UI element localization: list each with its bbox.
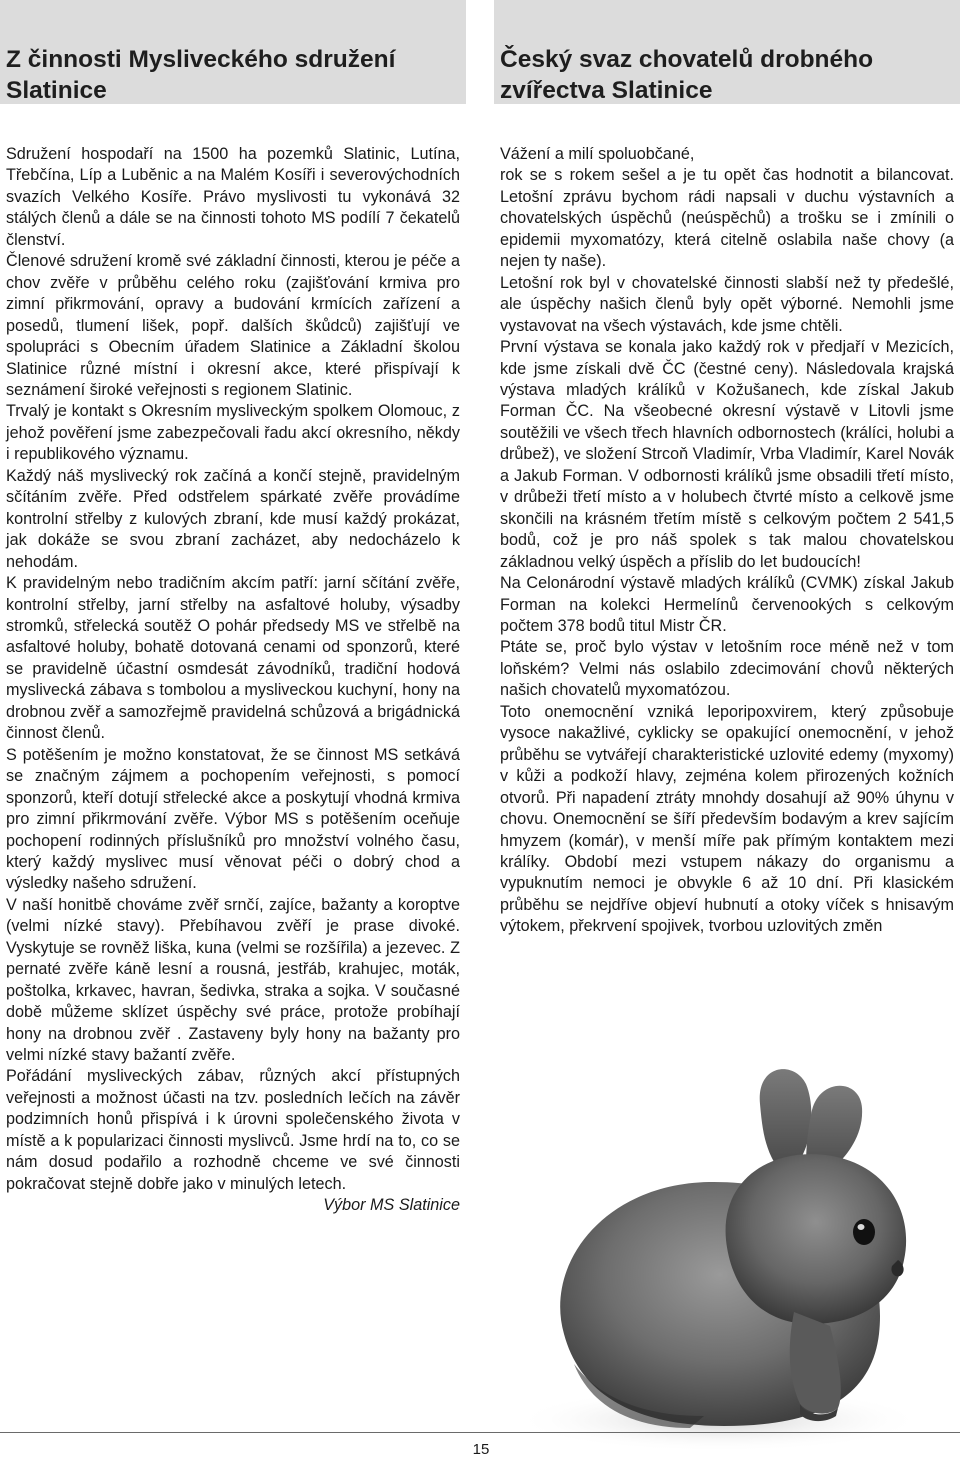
- paragraph: Letošní rok byl v chovatelské činnosti slabší než ty předešlé, ale úspěchy našich členů byly opět výborné. Nemohli jsme vystavovat na všech výstavách, kde jsme chtěli.: [500, 273, 954, 335]
- paragraph: Sdružení hospodaří na 1500 ha pozemků Slatinic, Lutína, Třebčína, Líp a Luběnic a na Malém Kosíři i severovýchodních svazích Velkého Kosíře. Právo myslivosti tu vykonává 32 stálých členů a dále se na činnosti tohoto MS podílí 7 čekatelů členství.: [6, 145, 460, 249]
- paragraph: Vážení a milí spoluobčané,: [500, 145, 695, 163]
- right-article-body: [494, 144, 960, 938]
- paragraph: S potěšením je možno konstatovat, že se činnost MS setkává se značným zájmem a pochopením veřejnosti, s pomocí sponzorů, kteří dotují střelecké akce a poskytují vhodná krmiva pro zimní přikrmování zvěře. Výbor MS s potěšením oceňuje pochopení rodinných příslušníků pro množství volného času, který každý myslivec musí věnovat péči o dobrý chod a výsledky našeho sdružení.: [6, 745, 460, 893]
- rabbit-photo: [494, 1064, 960, 1459]
- article-signature: Výbor MS Slatinice: [323, 1196, 460, 1215]
- page-number: 15: [472, 1441, 490, 1458]
- paragraph: První výstava se konala jako každý rok v předjaří v Mezicích, kde jsme získali dvě ČC (čestné ceny). Následovala krajská výstava mladých králíků v Kožušanech, kde získal Jakub Forman ČC. Na všeobecné okresní výstavě v Litovli jsme soutěžili ve všech třech hlavních odbornostech (králíci, holubi a drůbež), ve složení Strcoň Vladimír, Vrba Vladimír, Karel Novák a Jakub Forman. V odbornosti králíků jsme obsadili třetí místo, v drůbeži třetí místo a v holubech čtvrté místo a celkově jsme skončili na krásném třetím místě s celkovým počtem 2 541,5 bodů, což je pro náš spolek s tak malou chovatelskou základnou velký úspěch a příslib do let budoucích!: [500, 338, 954, 571]
- left-article: [0, 0, 466, 1217]
- right-heading-box: [494, 0, 960, 104]
- paragraph: rok se s rokem sešel a je tu opět čas hodnotit a bilancovat. Letošní zprávu bychom rádi napsali v duchu výstavních a chovatelských úspěchů (neúspěchů) a trošku se i zmínili o epidemii myxomatózy, která citelně oslabila naše chovy (a nejen ty naše).: [500, 166, 954, 271]
- right-article-title: Český svaz chovatelů drobného zvířectva Slatinice: [500, 46, 874, 104]
- paragraph: Členové sdružení kromě své základní činnosti, kterou je péče a chov zvěře v průběhu celého roku (zajišťování krmiva pro zimní přikrmování, opravy a budování krmících zařízení a posedů, tlumení lišek, popř. dalších škůdců) zajišťují ve spolupráci s Obecním úřadem Slatinice a Základní školou Slatinice různé místní i okresní akce, které přispívají k seznámení široké veřejnosti s regionem Slatinic.: [6, 252, 460, 399]
- paragraph: K pravidelným nebo tradičním akcím patří: jarní sčítání zvěře, kontrolní střelby, jarní střelby na asfaltové holuby, výsadby stromků, střelecká soutěž O pohár předsedy MS ve střelbě na asfaltové holuby, bohatě dotovaná cenami od sponzorů, které se pravidelně účastní osmdesát závodníků, tradiční hodová myslivecká zábava s tombolou a mysliveckou kuchyní, hony na drobnou zvěř a samozřejmě pravidelná schůzová a brigádnická činnost členů.: [6, 574, 460, 743]
- rabbit-illustration: [494, 1064, 960, 1459]
- paragraph: Trvalý je kontakt s Okresním mysliveckým spolkem Olomouc, z jehož pověření jsme zabezpečovali řadu akcí okresního, někdy i republikového významu.: [6, 402, 460, 464]
- left-heading-box: [0, 0, 466, 104]
- right-article: [494, 0, 960, 938]
- paragraph: Na Celonárodní výstavě mladých králíků (CVMK) získal Jakub Forman na kolekci Hermelínů červenookých s celkovým počtem 378 bodů titul Mistr ČR.: [500, 574, 954, 635]
- left-article-title: Z činnosti Mysliveckého sdružení Slatinice: [6, 46, 396, 104]
- paragraph: Každý náš myslivecký rok začíná a končí stejně, pravidelným sčítáním zvěře. Před odstřelem spárkaté zvěře provádíme kontrolní střelby z kulových zbraní, kde musí každý prokázat, jak dokáže se svou zbraní zacházet, aby nedocházelo k nehodám.: [6, 466, 460, 571]
- paragraph: V naší honitbě chováme zvěř srnčí, zajíce, bažanty a koroptve (velmi nízké stavy). Přebíhavou zvěří je prase divoké. Vyskytuje se rovněž liška, kuna (velmi se rozšířila) a jezevec. Z pernaté zvěře káně lesní a rousná, jestřáb, krahujec, moták, poštolka, krkavec, havran, šedivka, straka a sojka. V současné době můžeme sklízet úspěchy své práce, protože probíhají hony na drobnou zvěř . Zastaveny byly hony na bažanty pro velmi nízké stavy bažantí zvěře.: [6, 895, 460, 1065]
- paragraph: Pořádání mysliveckých zábav, různých akcí přístupných veřejnosti a možnost účasti na tzv. posledních lečích na závěr podzimních honů přispívá i k úrovni společenského života v místě a k popularizaci činnosti myslivců. Jsme hrdí na to, co se nám dosud podařilo a rozhodně chceme ve své činnosti pokračovat stejně dobře jako v minulých letech.: [6, 1067, 460, 1193]
- page-rule: [0, 1432, 960, 1433]
- paragraph: Ptáte se, proč bylo výstav v letošním roce méně než v tom loňském? Velmi nás oslabilo zdecimování chovů některých našich chovatelů myxomatózou.: [500, 638, 954, 700]
- paragraph: Toto onemocnění vzniká leporipoxvirem, který způsobuje vysoce nakažlivé, cyklicky se opakující onemocnění, v jehož průběhu se vytvářejí charakteristické uzlovité edemy (myxomy) v kůži a podkoží hlavy, zejména kolem přirozených kožních otvorů. Při napadení ztráty mnohdy dosahují až 90% úhynu v chovu. Onemocnění se šíří především bodavým a krev sajícím hmyzem (komár), v menší míře pak přímým kontaktem mezi králíky. Období mezi vstupem nákazy do organismu a vypuknutím nemoci je obvykle 6 až 10 dní. Při klasickém průběhu se nejdříve objeví hubnutí a otoky víček s hnisavým výtokem, překrvení spojivek, tvorbou uzlovitých změn: [500, 702, 954, 936]
- left-article-body: [0, 144, 466, 1217]
